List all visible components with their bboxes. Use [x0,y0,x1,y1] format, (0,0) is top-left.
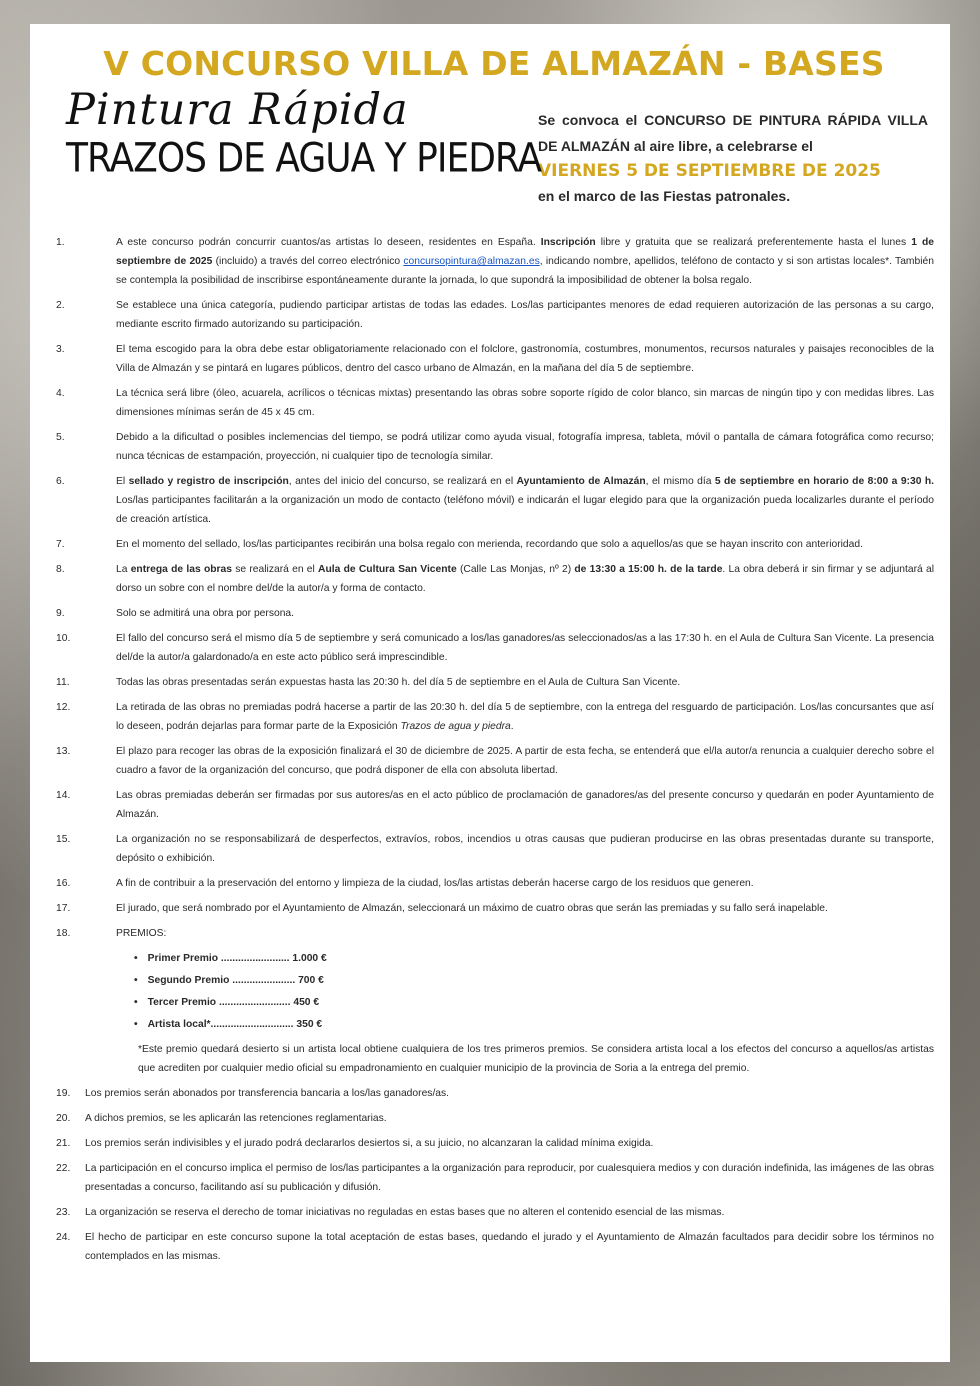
rule-item [54,472,934,529]
rule-text [116,428,934,466]
rule-text-part: PREMIOS: [116,928,167,939]
rule-item [54,233,934,290]
rule-item [54,742,934,780]
rule-text-part: . [510,721,514,732]
rule-text-part: Los premios serán indivisibles y el jurado podrá declararlos desiertos si, a su juicio, no alcanzaran la calidad mínima exigida. [85,1138,654,1149]
rule-text [116,384,934,422]
rule-text-part: , antes del inicio del concurso, se realizará en el [288,476,517,487]
rule-text-part: La técnica será libre (óleo, acuarela, acrílicos o técnicas mixtas) presentando las obras sobre soporte rígido de color blanco, sin marcas de ningún tipo y con medidas libres. Las dimensiones mínimas serán de 45 x 45 cm. [116,388,934,418]
rule-text-part: A este concurso podrán concurrir cuantos/as artistas lo deseen, residentes en España. [116,237,541,248]
rule-number: 24. [56,1232,71,1243]
rule-text [116,629,934,667]
rule-text-part: se realizará en el [232,564,319,575]
rule-item [54,629,934,667]
rule-item [54,924,934,1078]
rule-item [54,786,934,824]
rule-number: 8. [56,564,65,575]
rule-bold-text: sellado y registro de inscripción [128,476,289,487]
rule-text-part: Se establece una única categoría, pudiendo participar artistas de todas las edades. Los/las participantes menores de edad requieren autorización de las personas a su cargo, mediante escrito firmado autorizando su participación. [116,300,934,330]
rule-number: 12. [56,702,71,713]
rule-text-part: , el mismo día [645,476,715,487]
prize-item: • Tercer Premio ......................... 450 € [134,992,934,1014]
rule-bold-text: 1 de septiembre de 2025 [116,237,935,267]
rule-text [85,1084,934,1103]
rule-number: 7. [56,539,65,550]
rule-text-part: Todas las obras presentadas serán expuestas hasta las 20:30 h. del día 5 de septiembre en el Aula de Cultura San Vicente. [116,677,681,688]
rule-text [116,535,934,554]
rule-bold-text: entrega de las obras [130,564,232,575]
header-row [54,87,934,209]
rule-text-part: La organización no se responsabilizará de desperfectos, extravíos, robos, incendios u otras causas que pudieran producirse en las obras presentadas durante su transporte, depósito o exhibición. [116,834,934,864]
rule-text [116,874,934,893]
rule-text-part: Solo se admitirá una obra por persona. [116,608,295,619]
rule-text-part: La participación en el concurso implica el permiso de los/las participantes a la organización para reproducir, por cualesquiera medios y con duración indefinida, las imágenes de las obras presentadas a concurso, facilitando así su publicación y difusión. [85,1163,934,1193]
rule-italic-text: Trazos de agua y piedra [400,721,511,732]
rule-text [85,1228,934,1266]
rule-text-part: El jurado, que será nombrado por el Ayuntamiento de Almazán, seleccionará un máximo de cuatro obras que serán las premiadas y su fallo será inapelable. [116,903,828,914]
rule-number: 21. [56,1138,71,1149]
rule-item [54,1109,934,1128]
rule-number: 23. [56,1207,71,1218]
rule-item [54,899,934,918]
rule-text-part: A dichos premios, se les aplicarán las retenciones reglamentarias. [85,1113,387,1124]
rule-item [54,1159,934,1197]
rule-item [54,698,934,736]
rule-number: 14. [56,790,71,801]
rule-number: 9. [56,608,65,619]
rule-text-part: (incluido) a través del correo electrónico [212,256,404,267]
rule-text-part: (Calle Las Monjas, nº 2) [456,564,575,575]
rule-text [116,560,934,598]
rule-item [54,340,934,378]
prizes-list [134,948,934,1036]
prize-note: *Este premio quedará desierto si un artista local obtiene cualquiera de los tres primeros premios. Se considera artista local a los efectos del concurso a aquellos/as artistas que acrediten por cualquier medio oficial su empadronamiento en cualquier municipio de la provincia de Soria a la entrega del premio. [138,1044,934,1074]
rule-text-part: El hecho de participar en este concurso supone la total aceptación de estas bases, quedando el jurado y el Ayuntamiento de Almazán facultados para decidir sobre los términos no contemplados en las mismas. [85,1232,934,1262]
rule-item [54,535,934,554]
rule-text-part: Debido a la dificultad o posibles inclemencias del tiempo, se podrá utilizar como ayuda visual, fotografía impresa, tableta, móvil o pantalla de cámara fotográfica como recurso; nunca técnicas de estampación, proyección, ni cualquier tipo de tecnología similar. [116,432,934,462]
rule-bold-text: Inscripción [540,237,596,248]
rule-number: 11. [56,677,70,688]
rule-item [54,1203,934,1222]
prize-item: • Artista local*............................. 350 € [134,1014,934,1036]
rule-number: 19. [56,1088,71,1099]
rule-text-part: A fin de contribuir a la preservación del entorno y limpieza de la ciudad, los/las artistas deberán hacerse cargo de los residuos que generen. [116,878,754,889]
prize-item: • Primer Premio ........................ 1.000 € [134,948,934,970]
rule-text [116,233,934,290]
rule-text [85,1109,934,1128]
poster-sheet [30,24,950,1362]
rule-text [116,296,934,334]
rule-text-part: La organización se reserva el derecho de tomar iniciativas no reguladas en estas bases que no alteren el contenido esencial de las mismas. [85,1207,725,1218]
rule-number: 1. [56,237,65,248]
script-title: Pintura Rápida [66,85,409,135]
rule-text [116,786,934,824]
rule-text-part: Los/las participantes facilitarán a la organización un modo de contacto (teléfono móvil) e indicarán el lugar elegido para que la organización pueda localizarles durante el período de creación artística. [116,495,934,525]
poster-title: V CONCURSO VILLA DE ALMAZÁN - BASES [103,44,885,83]
rule-number: 17. [56,903,71,914]
rule-number: 6. [56,476,65,487]
rule-text [116,924,934,1078]
rule-text-part: El fallo del concurso será el mismo día 5 de septiembre y será comunicado a los/las ganadores/as seleccionados/as a las 17:30 h. en el Aula de Cultura San Vicente. La presencia del/de la autor/a galardonado/a en este acto público será imprescindible. [116,633,934,663]
exhibition-subtitle: TRAZOS DE AGUA Y PIEDRA [66,135,542,182]
rule-number: 16. [56,878,71,889]
rule-item [54,1228,934,1266]
rule-text-part: . La obra deberá ir sin firmar y se adjuntará al dorso un sobre con el nombre del/de la autor/a y forma de contacto. [116,564,934,594]
rule-number: 15. [56,834,71,845]
rule-number: 22. [56,1163,71,1174]
announcement-text: Se convoca el CONCURSO DE PINTURA RÁPIDA VILLA DE ALMAZÁN al aire libre, a celebrarse el [538,112,928,154]
rule-text [116,472,934,529]
rule-item [54,560,934,598]
contest-brand [54,85,542,182]
rule-item [54,384,934,422]
rule-item [54,428,934,466]
rule-text-part: La retirada de las obras no premiadas podrá hacerse a partir de las 20:30 h. del día 5 de septiembre, con la entrega del resguardo de participación. Los/las concursantes que así lo deseen, podrán dejarlas para formar parte de la Exposición [116,702,934,732]
rule-text-part: , indicando nombre, apellidos, teléfono de contacto y si son artistas locales*. También se contempla la posibilidad de inscribirse espontáneamente durante la jornada, lo que supondrá la imposibilidad de obtener la bolsa regalo. [116,256,934,286]
rule-bold-text: Ayuntamiento de Almazán [516,476,646,487]
rule-number: 10. [56,633,71,644]
announcement-context: en el marco de las Fiestas patronales. [538,188,791,204]
rule-number: 18. [56,928,71,939]
rule-text-part: El tema escogido para la obra debe estar obligatoriamente relacionado con el folclore, gastronomía, costumbres, monumentos, recursos naturales y paisajes reconocibles de la Villa de Almazán y se pintará en lugares públicos, dentro del casco urbano de Almazán, en la mañana del día 5 de septiembre. [116,344,934,374]
rule-text-part: libre y gratuita que se realizará preferentemente hasta el lunes [595,237,912,248]
rule-item [54,874,934,893]
event-date: VIERNES 5 DE SEPTIEMBRE DE 2025 [538,161,881,181]
rule-text-part: Los premios serán abonados por transferencia bancaria a los/las ganadores/as. [85,1088,450,1099]
rule-text [116,830,934,868]
rule-text [116,673,934,692]
rule-text [116,340,934,378]
rule-text-part: La [116,564,131,575]
rule-item [54,1134,934,1153]
prize-item: • Segundo Premio ...................... 700 € [134,970,934,992]
rule-item [54,296,934,334]
rule-number: 13. [56,746,71,757]
rules-list [54,233,934,1266]
announcement-block [538,107,934,209]
rule-bold-text: de 13:30 a 15:00 h. de la tarde [574,564,723,575]
rule-text [85,1134,934,1153]
rule-item [54,604,934,623]
rule-text-part: Las obras premiadas deberán ser firmadas por sus autores/as en el acto público de proclamación de ganadores/as del presente concurso y quedarán en poder Ayuntamiento de Almazán. [116,790,934,820]
rule-text [116,742,934,780]
contact-email-link[interactable]: concursopintura@almazan.es [403,256,540,267]
rule-text [85,1203,934,1222]
rule-bold-text: Aula de Cultura San Vicente [318,564,457,575]
rule-number: 5. [56,432,65,443]
rule-text [85,1159,934,1197]
rule-number: 4. [56,388,65,399]
rule-number: 2. [56,300,65,311]
rule-text [116,604,934,623]
rule-number: 3. [56,344,65,355]
rule-text-part: En el momento del sellado, los/las participantes recibirán una bolsa regalo con merienda, recordando que solo a aquellos/as que se hayan inscrito con anterioridad. [116,539,863,550]
rule-bold-text: 5 de septiembre en horario de 8:00 a 9:30 h. [714,476,935,487]
rule-item [54,1084,934,1103]
rule-text [116,698,934,736]
rule-text-part: El [116,476,129,487]
rule-item [54,830,934,868]
rule-text [116,899,934,918]
rule-text-part: El plazo para recoger las obras de la exposición finalizará el 30 de diciembre de 2025. A partir de esta fecha, se entenderá que el/la autor/a renuncia a cualquier derecho sobre el cuadro a favor de la organización del concurso, que podrá disponer de ella con absoluta libertad. [116,746,934,776]
rule-item [54,673,934,692]
rule-number: 20. [56,1113,71,1124]
